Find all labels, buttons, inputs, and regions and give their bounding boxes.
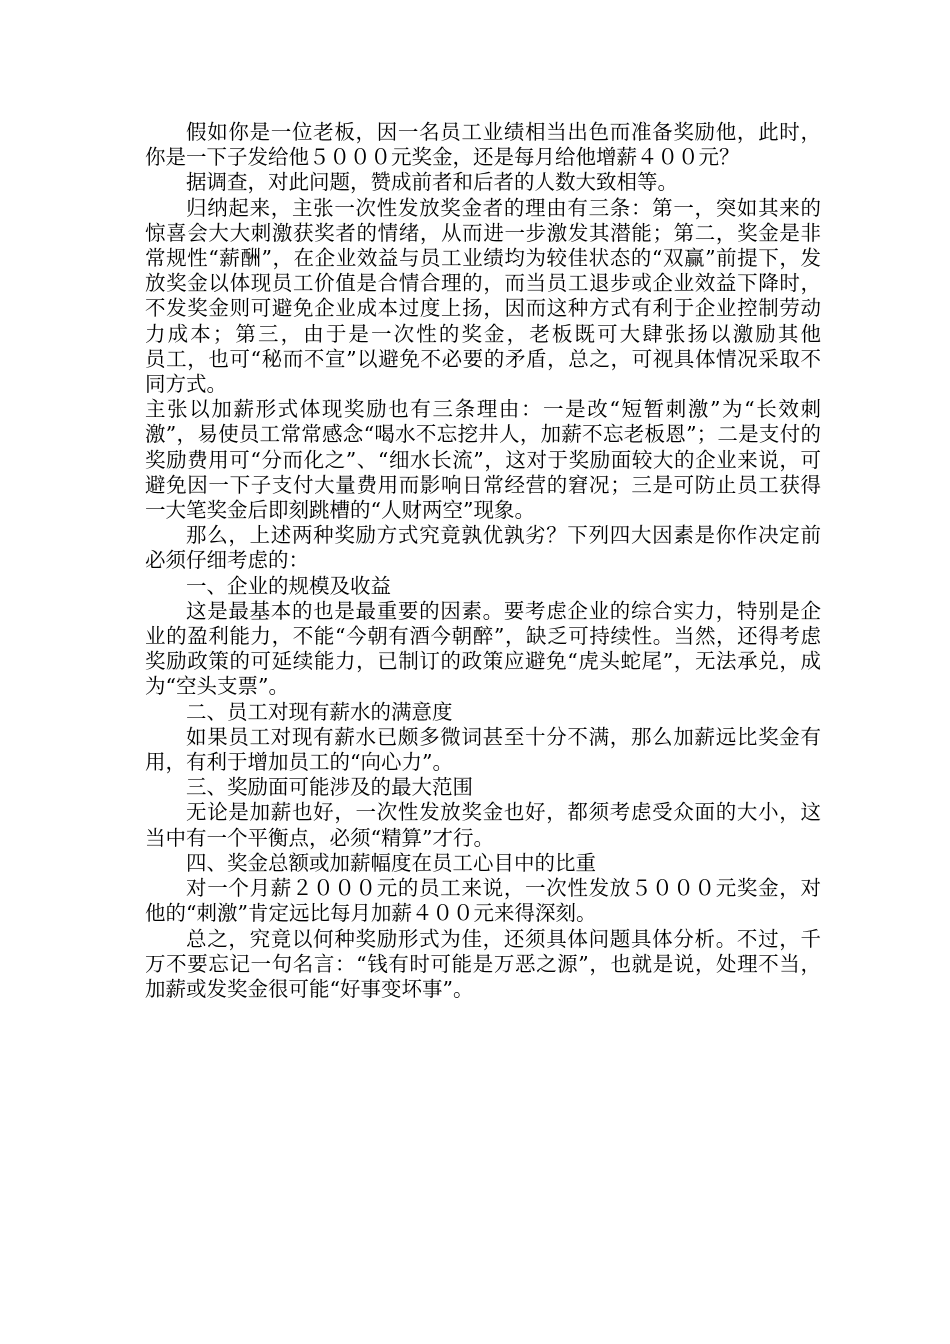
paragraph-survey: 据调查，对此问题，赞成前者和后者的人数大致相等。 <box>186 170 678 195</box>
paragraph-conclusion: 总之，究竟以何种奖励形式为佳，还须具体问题具体分析。不过，千万不要忘记一句名言：“钱有时可能是万恶之源”，也就是说，处理不当，加薪或发奖金很可能“好事变坏事”。 <box>145 926 821 1001</box>
heading-factor-3: 三、奖励面可能涉及的最大范围 <box>186 775 473 800</box>
heading-factor-4: 四、奖金总额或加薪幅度在员工心目中的比重 <box>186 850 596 875</box>
paragraph-four-factors: 那么，上述两种奖励方式究竟孰优孰劣？下列四大因素是你作决定前必须仔细考虑的： <box>145 523 821 573</box>
paragraph-intro-question: 假如你是一位老板，因一名员工业绩相当出色而准备奖励他，此时，你是一下子发给他５０００元奖金，还是每月给他增薪４００元？ <box>145 120 821 170</box>
paragraph-factor-1: 这是最基本的也是最重要的因素。要考虑企业的综合实力，特别是企业的盈利能力，不能“今朝有酒今朝醉”，缺乏可持续性。当然，还得考虑奖励政策的可延续能力，已制订的政策应避免“虎头蛇尾”，无法承兑，成为“空头支票”。 <box>145 598 821 699</box>
paragraph-factor-3: 无论是加薪也好，一次性发放奖金也好，都须考虑受众面的大小，这当中有一个平衡点，必须“精算”才行。 <box>145 800 821 850</box>
heading-factor-2: 二、员工对现有薪水的满意度 <box>186 699 453 724</box>
paragraph-bonus-reasons: 归纳起来，主张一次性发放奖金者的理由有三条：第一，突如其来的惊喜会大大刺激获奖者的情绪，从而进一步激发其潜能；第二，奖金是非常规性“薪酬”，在企业效益与员工业绩均为较佳状态的“双赢”前提下，发放奖金以体现员工价值是合情合理的，而当员工退步或企业效益下降时，不发奖金则可避免企业成本过度上扬，因而这种方式有利于企业控制劳动力成本；第三，由于是一次性的奖金，老板既可大肆张扬以激励其他 员工，也可“秘而不宣”以避免不必要的矛盾，总之，可视具体情况采取不同方式。 <box>145 195 862 397</box>
heading-factor-1: 一、企业的规模及收益 <box>186 573 391 598</box>
paragraph-factor-4: 对一个月薪２０００元的员工来说，一次性发放５０００元奖金，对他的“刺激”肯定远比每月加薪４００元来得深刻。 <box>145 876 821 926</box>
document-body <box>145 120 862 1002</box>
paragraph-factor-2: 如果员工对现有薪水已颇多微词甚至十分不满，那么加薪远比奖金有用，有利于增加员工的“向心力”。 <box>145 724 821 775</box>
paragraph-raise-reasons: 主张以加薪形式体现奖励也有三条理由：一是改“短暂刺激”为“长效刺激”，易使员工常常感念“喝水不忘挖井人，加薪不忘老板恩”；二是支付的奖励费用可“分而化之”、“细水长流”，这对于奖励面较大的企业来说，可避免因一下子支付大量费用而影响日常经营的窘况；三是可防止员工获得一大笔奖金后即刻跳槽的“人财两空”现象。 <box>145 397 821 523</box>
